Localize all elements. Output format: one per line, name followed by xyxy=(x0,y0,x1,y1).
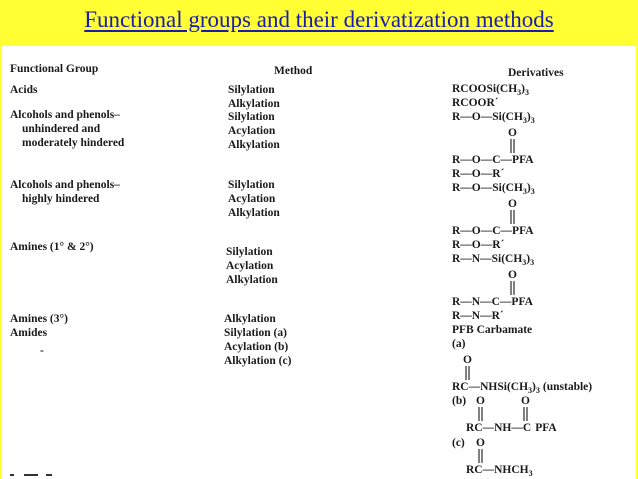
group-line: Alcohols and phenols– xyxy=(10,179,120,191)
label-a: (a) xyxy=(452,338,466,350)
deriv-pfb-carbamate: PFB Carbamate xyxy=(452,324,533,336)
group-amines-primary-secondary: Amines (1° & 2°) xyxy=(10,241,94,253)
method-item: Alkylation xyxy=(228,139,280,151)
methods-alcohols-hindered xyxy=(228,178,280,220)
deriv-r-o-c-pfa: R—O—C—PFA xyxy=(452,154,534,166)
deriv-r-n-si: $R—N—Si(CH_3)_3$ xyxy=(452,253,535,267)
carbonyl-oxygen: O xyxy=(508,127,517,139)
deriv-r-n-r: R—N—R´ xyxy=(452,310,504,322)
group-line: Amides xyxy=(10,327,48,339)
methods-amines xyxy=(226,245,278,287)
group-line: unhindered and xyxy=(22,123,101,135)
method-item: Alkylation (c) xyxy=(224,355,292,367)
group-line: Alcohols and phenols– xyxy=(10,109,120,121)
deriv-r-n-c-pfa: R—N—C—PFA xyxy=(452,296,533,308)
scan-speck xyxy=(24,474,38,476)
header-derivatives: Derivatives xyxy=(508,67,564,79)
group-line: moderately hindered xyxy=(22,137,125,149)
method-item: Acylation xyxy=(226,260,274,272)
group-alcohols-unhindered xyxy=(10,108,124,150)
group-line: Amines (3°) xyxy=(10,313,68,325)
method-item: Acylation (b) xyxy=(224,341,289,353)
method-item: Acylation xyxy=(228,193,276,205)
method-item: Silylation xyxy=(226,246,273,258)
method-item: Silylation xyxy=(228,179,275,191)
label-c: (c) xyxy=(452,437,465,449)
carbonyl-oxygen: O xyxy=(463,354,472,366)
deriv-c-methyl-amide: $RC—NHCH_3$ xyxy=(466,464,533,478)
scan-speck xyxy=(46,474,52,476)
scanned-table xyxy=(2,46,636,479)
carbonyl-oxygen: O xyxy=(476,395,485,407)
method-item: Alkylation xyxy=(224,313,276,325)
deriv-r-o-si-2: $R—O—Si(CH_3)_3$ xyxy=(452,182,535,196)
carbonyl-oxygen: O xyxy=(476,437,485,449)
group-acids: Acids xyxy=(10,84,38,96)
header-functional-group: Functional Group xyxy=(10,63,99,75)
method-item: Silylation xyxy=(228,84,275,96)
carbonyl-oxygen: O xyxy=(508,198,517,210)
method-item: Alkylation xyxy=(226,274,278,286)
header-method: Method xyxy=(274,65,313,77)
method-item: Alkylation xyxy=(228,207,280,219)
derivative-structures xyxy=(452,56,636,479)
scan-speck xyxy=(10,474,14,476)
method-item: Acylation xyxy=(228,125,276,137)
group-amines-tertiary-amides xyxy=(10,312,68,340)
deriv-rcoor: RCOOR´ xyxy=(452,97,499,109)
label-b: (b) xyxy=(452,395,467,407)
footnote-dash: - xyxy=(40,345,44,357)
deriv-rcoosi: $RCOOSi(CH_3)_3$ xyxy=(452,83,530,97)
methods-amines-amides xyxy=(224,312,291,368)
methods-alcohols-unhindered xyxy=(228,110,280,152)
carbonyl-oxygen: O xyxy=(521,395,530,407)
method-item: Silylation (a) xyxy=(224,327,287,339)
deriv-r-o-si: $R—O—Si(CH_3)_3$ xyxy=(452,111,535,125)
deriv-r-o-r-2: R—O—R´ xyxy=(452,239,505,251)
methods-acids xyxy=(228,83,280,111)
deriv-r-o-r: R—O—R´ xyxy=(452,168,505,180)
carbonyl-oxygen: O xyxy=(508,269,517,281)
deriv-b-acyl-amide: RC—NH—C PFA xyxy=(466,422,557,434)
slide-title: Functional groups and their derivatization methods xyxy=(84,7,554,32)
group-line: highly hindered xyxy=(22,193,100,205)
method-item: Alkylation xyxy=(228,98,280,110)
method-item: Silylation xyxy=(228,111,275,123)
deriv-a-silyl-amide: $RC—NHSi(CH_3)_3$ (unstable) xyxy=(452,381,593,395)
group-alcohols-hindered xyxy=(10,178,120,206)
deriv-r-o-c-pfa-2: R—O—C—PFA xyxy=(452,225,534,237)
